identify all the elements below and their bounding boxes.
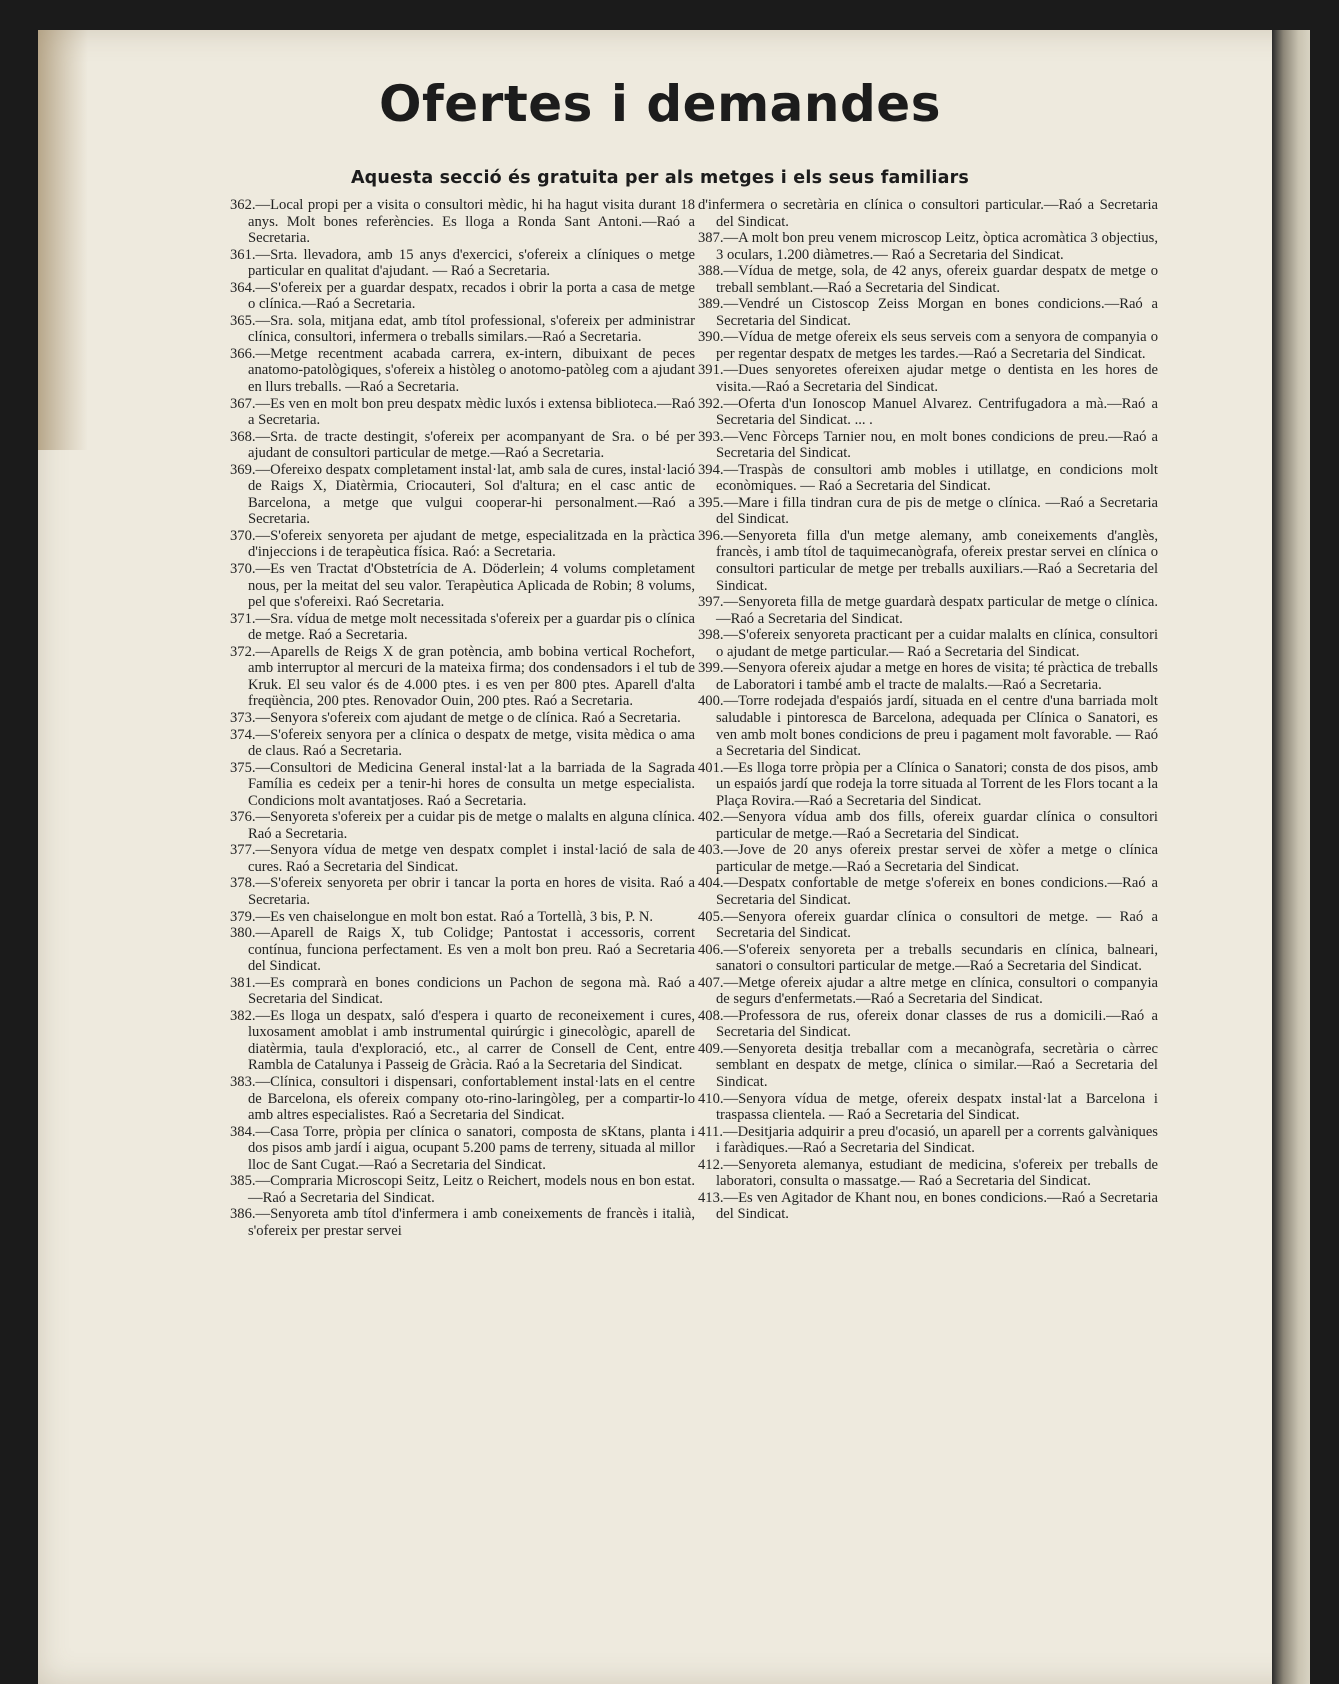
classified-entry: 388.—Vídua de metge, sola, de 42 anys, ofereix guardar despatx de metge o treball semblant.—Raó a Secretaria del Sindicat. <box>698 263 1158 296</box>
classified-entry: 407.—Metge ofereix ajudar a altre metge en clínica, consultori o companyia de segurs d'enfermetats.—Raó a Secretaria del Sindicat. <box>698 974 1158 1008</box>
classified-entry: 382.—Es lloga un despatx, saló d'espera i quarto de reconeixement i cures, luxosament amoblat i amb instrumental quirúrgic i ginecològic, aparell de diatèrmia, taula d'exploració, etc., al carrer de Consell de Cent, entre Rambla de Catalunya i Passeig de Gràcia. Raó a la Secretaria del Sindicat. <box>230 1007 695 1074</box>
classified-entry: 409.—Senyoreta desitja treballar com a mecanògrafa, secretària o càrrec semblant en despatx de metge, clínica o similar.—Raó a Secretaria del Sindicat. <box>698 1040 1158 1090</box>
classified-entry: 380.—Aparell de Raigs X, tub Colidge; Pantostat i accessoris, corrent contínua, funciona perfectament. Es ven a molt bon preu. Raó a Secretaria del Sindicat. <box>230 925 695 975</box>
classified-entry: 373.—Senyora s'ofereix com ajudant de metge o de clínica. Raó a Secretaria. <box>230 709 681 726</box>
classified-entry: 413.—Es ven Agitador de Khant nou, en bones condicions.—Raó a Secretaria del Sindicat. <box>698 1189 1158 1223</box>
classified-entry: 405.—Senyora ofereix guardar clínica o consultori de metge. — Raó a Secretaria del Sindicat. <box>698 908 1158 942</box>
classified-entry: d'infermera o secretària en clínica o consultori particular.—Raó a Secretaria del Sindicat. <box>698 197 1158 230</box>
classified-entry: 368.—Srta. de tracte destingit, s'ofereix per acompanyant de Sra. o bé per ajudant de consultori particular de metge.—Raó a Secretaria. <box>230 428 695 462</box>
classified-entry: 384.—Casa Torre, pròpia per clínica o sanatori, composta de sKtans, planta i dos pisos amb jardí i aigua, ocupant 5.200 pams de terreny, situada al millor lloc de Sant Cugat.—Raó a Secretaria del Sindicat. <box>230 1123 695 1173</box>
classified-entry: 369.—Ofereixo despatx completament instal·lat, amb sala de cures, instal·lació de Raigs X, Diatèrmia, Criocauteri, Sol d'altura; en el casc antic de Barcelona, a metge que vulgui cooperar-hi personalment.—Raó a Secretaria. <box>230 461 695 528</box>
classified-entry: 374.—S'ofereix senyora per a clínica o despatx de metge, visita mèdica o ama de claus. Raó a Secretaria. <box>230 726 695 760</box>
classified-entry: 370.—Es ven Tractat d'Obstetrícia de A. Döderlein; 4 volums completament nous, per la meitat del seu valor. Terapèutica Aplicada de Robin; 8 volums, pel que s'ofereixi. Raó Secretaria. <box>230 561 695 611</box>
classified-entry: 401.—Es lloga torre pròpia per a Clínica o Sanatori; consta de dos pisos, amb un espaiós jardí que rodeja la torre situada al Torrent de les Flors tocant a la Plaça Rovira.—Raó a Secretaria del Sindicat. <box>698 759 1158 809</box>
classified-entry: 395.—Mare i filla tindran cura de pis de metge o clínica. —Raó a Secretaria del Sindicat. <box>698 494 1158 528</box>
classified-entry: 376.—Senyoreta s'ofereix per a cuidar pis de metge o malalts en alguna clínica. Raó a Secretaria. <box>230 809 695 842</box>
classified-entry: 365.—Sra. sola, mitjana edat, amb títol professional, s'ofereix per administrar clínica, consultori, infermera o treballs similars.—Raó a Secretaria. <box>230 312 695 346</box>
classified-entry: 412.—Senyoreta alemanya, estudiant de medicina, s'ofereix per treballs de laboratori, consulta o massatge.— Raó a Secretaria del Sindicat. <box>698 1156 1158 1190</box>
classified-entry: 404.—Despatx confortable de metge s'ofereix en bones condicions.—Raó a Secretaria del Sindicat. <box>698 875 1158 908</box>
classified-entry: 400.—Torre rodejada d'espaiós jardí, situada en el centre d'una barriada molt saludable i pintoresca de Barcelona, adequada per Clínica o Sanatori, es ven amb molt bones condicions de preu i pagament molt favorable. — Raó a Secretaria del Sindicat. <box>698 693 1158 760</box>
classified-entry: 397.—Senyoreta filla de metge guardarà despatx particular de metge o clínica.—Raó a Secretaria del Sindicat. <box>698 594 1158 627</box>
classified-entry: 366.—Metge recentment acabada carrera, ex-intern, dibuixant de peces anatomo-patològiques, s'ofereix a històleg o anotomo-patòleg com a ajudant en llurs treballs. —Raó a Secretaria. <box>230 345 695 396</box>
classified-entry: 392.—Oferta d'un Ionoscop Manuel Alvarez. Centrifugadora a mà.—Raó a Secretaria del Sindicat. ... . <box>698 395 1158 429</box>
classified-entry: 399.—Senyora ofereix ajudar a metge en hores de visita; té pràctica de treballs de Laboratori i també amb el tracte de malalts.—Raó a Secretaria. <box>698 660 1158 693</box>
page-binding <box>1272 30 1310 1684</box>
classified-entry: 372.—Aparells de Reigs X de gran potència, amb bobina vertical Rochefort, amb interruptor al mercuri de la mateixa firma; dos condensadors i el tub de Kruk. El seu valor és de 4.000 ptes. i es ven per 800 ptes. Aparell d'alta freqüència, 200 ptes. Renovador Ouin, 200 ptes. Raó a Secretaria. <box>230 643 695 710</box>
classified-entry: 403.—Jove de 20 anys ofereix prestar servei de xòfer a metge o clínica particular de metge.—Raó a Secretaria del Sindicat. <box>698 842 1158 875</box>
classified-entry: 367.—Es ven en molt bon preu despatx mèdic luxós i extensa biblioteca.—Raó a Secretaria. <box>230 395 695 429</box>
classified-entry: 390.—Vídua de metge ofereix els seus serveis com a senyora de companyia o per regentar despatx de metges les tardes.—Raó a Secretaria del Sindicat. <box>698 329 1158 362</box>
classified-entry: 381.—Es comprarà en bones condicions un Pachon de segona mà. Raó a Secretaria del Sindicat. <box>230 974 695 1008</box>
left-column <box>230 197 695 1239</box>
classified-entry: 361.—Srta. llevadora, amb 15 anys d'exercici, s'ofereix a clíniques o metge particular en qualitat d'ajudant. — Raó a Secretaria. <box>230 246 695 280</box>
classified-entry: 402.—Senyora vídua amb dos fills, ofereix guardar clínica o consultori particular de metge.—Raó a Secretaria del Sindicat. <box>698 809 1158 842</box>
classified-entry: 394.—Traspàs de consultori amb mobles i utillatge, en condicions molt econòmiques. — Raó a Secretaria del Sindicat. <box>698 461 1158 495</box>
classified-entry: 385.—Compraria Microscopi Seitz, Leitz o Reichert, models nous en bon estat.—Raó a Secretaria del Sindicat. <box>230 1173 695 1206</box>
classified-entry: 408.—Professora de rus, ofereix donar classes de rus a domicili.—Raó a Secretaria del Sindicat. <box>698 1007 1158 1041</box>
classified-entry: 398.—S'ofereix senyoreta practicant per a cuidar malalts en clínica, consultori o ajudant de metge particular.— Raó a Secretaria del Sindicat. <box>698 627 1158 660</box>
classified-entry: 362.—Local propi per a visita o consultori mèdic, hi ha hagut visita durant 18 anys. Molt bones referències. Es lloga a Ronda Sant Antoni.—Raó a Secretaria. <box>230 197 695 247</box>
classified-entry: 387.—A molt bon preu venem microscop Leitz, òptica acromàtica 3 objectius, 3 oculars, 1.200 diàmetres.— Raó a Secretaria del Sindicat. <box>698 230 1158 263</box>
classified-entry: 396.—Senyoreta filla d'un metge alemany, amb coneixements d'anglès, francès, i amb títol de taquimecanògrafa, ofereix prestar servei en clínica o consultori particular de metge per treballs auxiliars.—Raó a Secretaria del Sindicat. <box>698 527 1158 594</box>
classified-entry: 393.—Venc Fòrceps Tarnier nou, en molt bones condicions de preu.—Raó a Secretaria del Sindicat. <box>698 428 1158 462</box>
classified-entry: 386.—Senyoreta amb títol d'infermera i amb coneixements de francès i italià, s'ofereix per prestar servei <box>230 1206 695 1239</box>
classified-entry: 406.—S'ofereix senyoreta per a treballs secundaris en clínica, balneari, sanatori o consultori particular de metge.—Raó a Secretaria del Sindicat. <box>698 941 1158 975</box>
right-column <box>698 197 1158 1223</box>
page-title: Ofertes i demandes <box>379 75 941 133</box>
classified-entry: 389.—Vendré un Cistoscop Zeiss Morgan en bones condicions.—Raó a Secretaria del Sindicat. <box>698 296 1158 329</box>
classified-entry: 375.—Consultori de Medicina General instal·lat a la barriada de la Sagrada Família es cedeix per a tenir-hi hores de consulta un metge especialista. Condicions molt avantatjoses. Raó a Secretaria. <box>230 759 695 809</box>
classified-entry: 377.—Senyora vídua de metge ven despatx complet i instal·lació de sala de cures. Raó a Secretaria del Sindicat. <box>230 842 695 875</box>
classified-entry: 370.—S'ofereix senyoreta per ajudant de metge, especialitzada en la pràctica d'injeccions i de terapèutica física. Raó: a Secretaria. <box>230 527 695 561</box>
classified-entry: 379.—Es ven chaiselongue en molt bon estat. Raó a Tortellà, 3 bis, P. N. <box>230 908 654 925</box>
classified-entry: 391.—Dues senyoretes ofereixen ajudar metge o dentista en les hores de visita.—Raó a Secretaria del Sindicat. <box>698 362 1158 396</box>
classified-entry: 371.—Sra. vídua de metge molt necessitada s'ofereix per a guardar pis o clínica de metge. Raó a Secretaria. <box>230 610 695 644</box>
classified-entry: 411.—Desitjaria adquirir a preu d'ocasió, un aparell per a corrents galvàniques i faràdiques.—Raó a Secretaria del Sindicat. <box>698 1123 1158 1157</box>
classified-entry: 383.—Clínica, consultori i dispensari, confortablement instal·lats en el centre de Barcelona, els ofereix company oto-rino-laringòleg, per a compartir-lo amb altres especialistes. Raó a Secretaria del Sindicat. <box>230 1073 695 1124</box>
classified-entry: 364.—S'ofereix per a guardar despatx, recados i obrir la porta a casa de metge o clínica.—Raó a Secretaria. <box>230 279 695 313</box>
classified-entry: 378.—S'ofereix senyoreta per obrir i tancar la porta en hores de visita. Raó a Secretaria. <box>230 875 695 908</box>
page-subtitle: Aquesta secció és gratuita per als metges i els seus familiars <box>350 168 970 188</box>
classified-entry: 410.—Senyora vídua de metge, ofereix despatx instal·lat a Barcelona i traspassa clientela. — Raó a Secretaria del Sindicat. <box>698 1090 1158 1124</box>
